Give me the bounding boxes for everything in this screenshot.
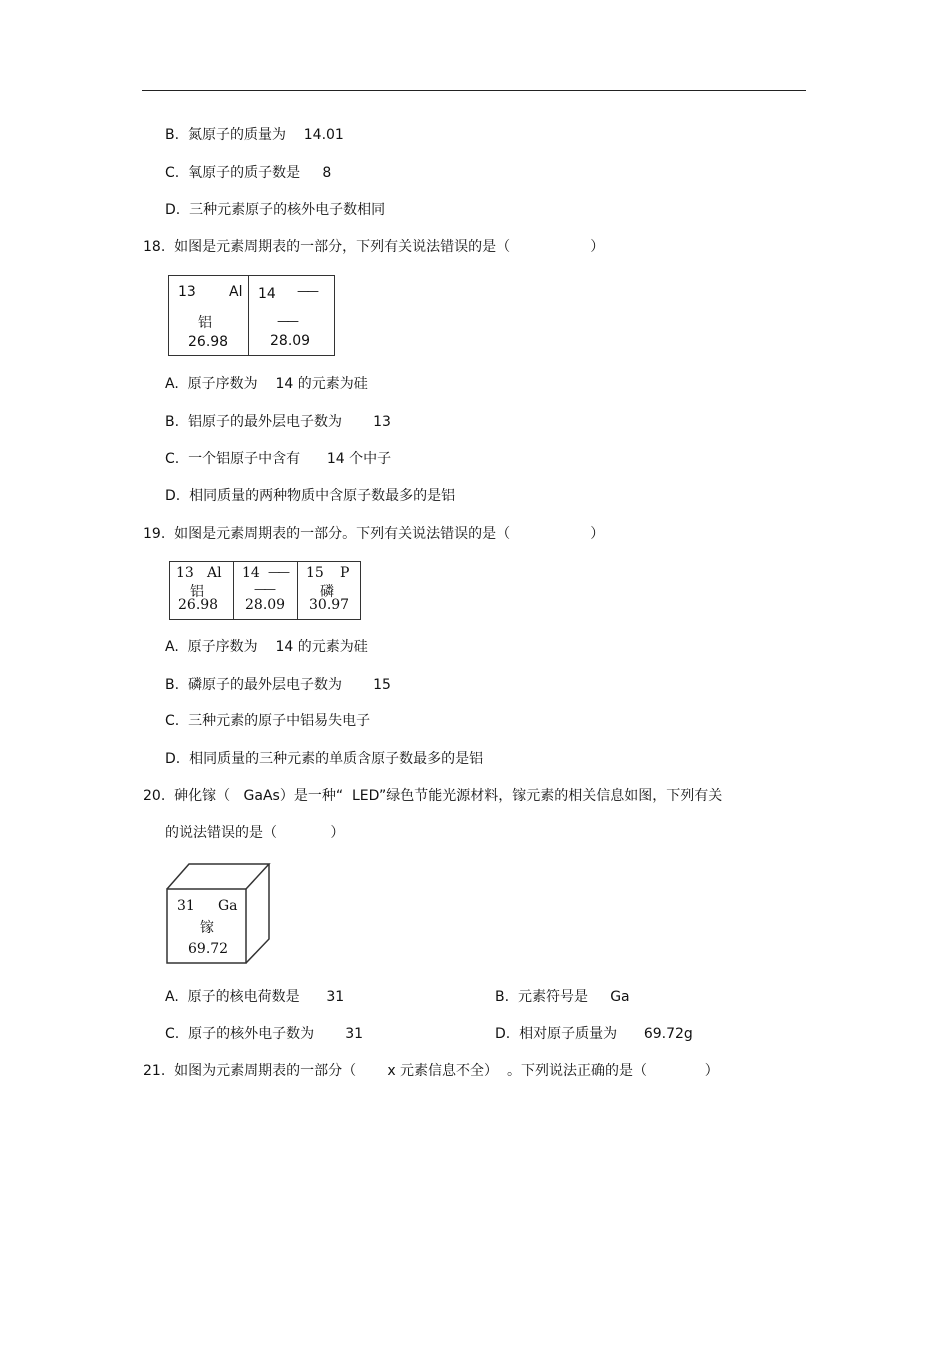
element-name: 铝: [198, 315, 212, 331]
q20-option-b[interactable]: B. 元素符号是 Ga: [495, 989, 630, 1005]
q17-option-b[interactable]: B. 氮原子的质量为 14.01: [165, 127, 344, 143]
q18-option-b[interactable]: B. 铝原子的最外层电子数为 13: [165, 414, 391, 430]
element-symbol: Ga: [218, 898, 238, 914]
q19-cell-14: [234, 562, 298, 619]
q20-gallium-cube-figure: [164, 862, 274, 966]
q17-option-c[interactable]: C. 氧原子的质子数是 8: [165, 165, 332, 181]
element-name-blank: ——: [277, 314, 297, 328]
atomic-number: 13: [176, 565, 194, 581]
atomic-mass: 28.09: [270, 333, 311, 349]
q19-periodic-table-figure: [169, 561, 361, 620]
atomic-number: 14: [242, 565, 260, 581]
element-name-blank: ——: [254, 582, 274, 596]
q19-option-d[interactable]: D. 相同质量的三种元素的单质含原子数最多的是铝: [165, 751, 484, 767]
element-name: 磷: [320, 584, 334, 600]
element-symbol: Al: [207, 565, 222, 581]
q18-periodic-table-figure: [168, 275, 335, 356]
q18-option-c[interactable]: C. 一个铝原子中含有 14 个中子: [165, 451, 392, 467]
q18-cell-aluminum: [169, 276, 249, 355]
element-symbol-blank: ——: [268, 565, 288, 579]
atomic-number: 31: [177, 898, 195, 914]
q19-stem: 19. 如图是元素周期表的一部分。下列有关说法错误的是（ ）: [143, 526, 605, 542]
q18-option-d[interactable]: D. 相同质量的两种物质中含原子数最多的是铝: [165, 488, 456, 504]
q20-option-a[interactable]: A. 原子的核电荷数是 31: [165, 989, 345, 1005]
element-symbol: P: [340, 565, 350, 581]
atomic-mass: 26.98: [178, 597, 219, 613]
element-symbol-blank: ——: [297, 284, 317, 298]
q19-option-c[interactable]: C. 三种元素的原子中铝易失电子: [165, 713, 371, 729]
q18-cell-14: [249, 276, 334, 355]
atomic-mass: 26.98: [188, 334, 229, 350]
element-name: 铝: [190, 584, 204, 600]
q18-stem: 18. 如图是元素周期表的一部分，下列有关说法错误的是（ ）: [143, 239, 605, 255]
atomic-number: 15: [306, 565, 324, 581]
element-name: 镓: [200, 920, 214, 936]
atomic-number: 13: [178, 284, 196, 300]
q17-option-d[interactable]: D. 三种元素原子的核外电子数相同: [165, 202, 386, 218]
header-rule: [142, 90, 806, 91]
atomic-mass: 30.97: [309, 597, 350, 613]
q21-stem: 21. 如图为元素周期表的一部分（ x 元素信息不全） 。下列说法正确的是（ ）: [143, 1063, 719, 1079]
atomic-mass: 28.09: [245, 597, 286, 613]
q20-stem-line2: 的说法错误的是（ ）: [165, 825, 345, 841]
atomic-number: 14: [258, 286, 276, 302]
q19-option-a[interactable]: A. 原子序数为 14 的元素为硅: [165, 639, 368, 655]
atomic-mass: 69.72: [188, 941, 229, 957]
q20-option-d[interactable]: D. 相对原子质量为 69.72g: [495, 1026, 693, 1042]
q18-option-a[interactable]: A. 原子序数为 14 的元素为硅: [165, 376, 368, 392]
q19-cell-aluminum: [170, 562, 234, 619]
element-symbol: Al: [229, 284, 243, 300]
q19-cell-phosphorus: [298, 562, 360, 619]
q19-option-b[interactable]: B. 磷原子的最外层电子数为 15: [165, 677, 391, 693]
q20-option-c[interactable]: C. 原子的核外电子数为 31: [165, 1026, 364, 1042]
q20-stem-line1: 20. 砷化镓（ GaAs）是一种“ LED”绿色节能光源材料，镓元素的相关信息如图，下列有关: [143, 788, 723, 804]
